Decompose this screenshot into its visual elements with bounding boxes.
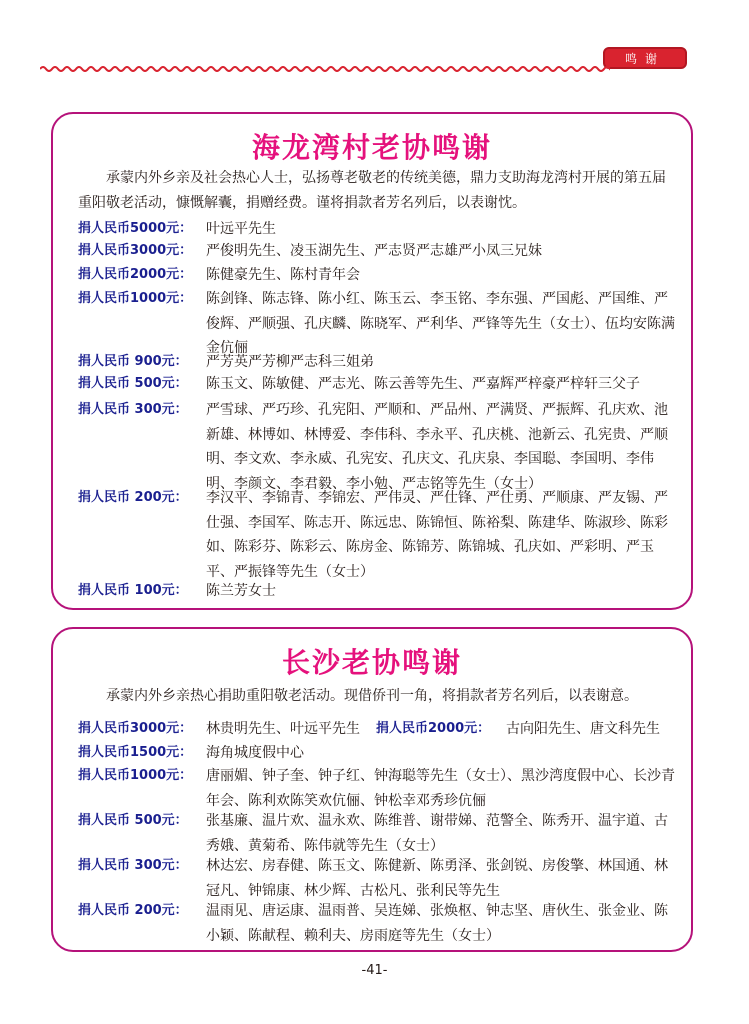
- amount-label: 捐人民币 200元：: [78, 903, 188, 918]
- amount-label: 捐人民币2000元：: [78, 267, 193, 282]
- amount-label: 捐人民币 200元：: [78, 490, 188, 505]
- amount-label: 捐人民币2000元：: [376, 721, 491, 736]
- page-number: -41-: [361, 963, 388, 978]
- amount-label: 捐人民币 900元：: [78, 354, 188, 369]
- panel-title: 长沙老协鸣谢: [281, 646, 462, 679]
- donor-names: 海角城度假中心: [206, 745, 304, 761]
- donor-names: 叶远平先生: [206, 221, 276, 237]
- section-tab: 鸣谢: [603, 47, 687, 69]
- intro-text: 承蒙内外乡亲热心捐助重阳敬老活动。现借侨刊一角，将捐款者芳名列后，以表谢意。: [106, 688, 638, 704]
- intro-text: 承蒙内外乡亲及社会热心人士，弘扬尊老敬老的传统美德，鼎力支助海龙湾村开展的第五届重阳敬老活动，慷慨解囊，捐赠经费。谨将捐款者芳名列后，以表谢忱。: [78, 170, 666, 211]
- donor-names: 陈健豪先生、陈村青年会: [206, 267, 360, 283]
- amount-label: 捐人民币 300元：: [78, 858, 188, 873]
- panel-changsha: [51, 627, 693, 952]
- donor-names: 林达宏、房春健、陈玉文、陈健新、陈勇泽、张剑锐、房俊擎、林国通、林冠凡、钟锦康、林少辉、古松凡、张利民等先生: [206, 858, 668, 899]
- amount-label: 捐人民币1000元：: [78, 768, 193, 783]
- decorative-wave-divider: [40, 64, 610, 74]
- amount-label: 捐人民币5000元：: [78, 221, 193, 236]
- amount-label: 捐人民币3000元：: [78, 721, 193, 736]
- donor-names: 唐丽媚、钟子奎、钟子红、钟海聪等先生（女士）、黑沙湾度假中心、长沙青年会、陈利欢陈笑欢伉俪、钟松幸邓秀珍伉俪: [206, 768, 675, 809]
- amount-label: 捐人民币 100元：: [78, 583, 188, 598]
- amount-label: 捐人民币1500元：: [78, 745, 193, 760]
- donor-names: 林贵明先生、叶远平先生: [206, 721, 360, 737]
- donor-names: 严俊明先生、凌玉湖先生、严志贤严志雄严小凤三兄妹: [206, 243, 542, 259]
- donor-names: 陈兰芳女士: [206, 583, 276, 599]
- donor-names: 李汉平、李锦青、李锦宏、严伟灵、严仕锋、严仕勇、严顺康、严友锡、严仕强、李国军、陈志开、陈远忠、陈锦恒、陈裕梨、陈建华、陈淑珍、陈彩如、陈彩芬、陈彩云、陈房金、陈锦芳、陈锦城、孔庆如、严彩明、严玉平、严振锋等先生（女士）: [206, 490, 668, 580]
- amount-label: 捐人民币 300元：: [78, 402, 188, 417]
- donor-names: 严雪球、严巧珍、孔宪阳、严顺和、严品州、严满贤、严振辉、孔庆欢、池新雄、林博如、林博爱、李伟科、李永平、孔庆桃、池新云、孔宪贵、严顺明、李文欢、李永威、孔宪安、孔庆文、孔庆泉、李国聪、李国明、李伟明、李颜文、李君毅、李小勉、严志铭等先生（女士）: [206, 402, 668, 492]
- panel-hailongwan: [51, 112, 693, 610]
- donor-names: 温雨见、唐运康、温雨普、吴连娣、张焕枢、钟志坚、唐伙生、张金业、陈小颖、陈献程、赖利夫、房雨庭等先生（女士）: [206, 903, 668, 944]
- amount-label: 捐人民币 500元：: [78, 813, 188, 828]
- amount-label: 捐人民币 500元：: [78, 376, 188, 391]
- donor-names: 古向阳先生、唐文科先生: [506, 721, 660, 737]
- donor-names: 严芳英严芳柳严志科三姐弟: [206, 354, 374, 370]
- donor-names: 陈玉文、陈敏健、严志光、陈云善等先生、严嘉辉严梓豪严梓轩三父子: [206, 376, 640, 392]
- panel-title: 海龙湾村老协鸣谢: [251, 131, 492, 164]
- amount-label: 捐人民币1000元：: [78, 291, 193, 306]
- donor-names: 陈剑锋、陈志锋、陈小红、陈玉云、李玉铭、李东强、严国彪、严国维、严俊辉、严顺强、孔庆麟、陈晓军、严利华、严锋等先生（女士）、伍均安陈满金伉俪: [206, 291, 675, 356]
- donor-names: 张基廉、温片欢、温永欢、陈维普、谢带娣、范警全、陈秀开、温宇道、古秀娥、黄菊希、陈伟就等先生（女士）: [206, 813, 668, 854]
- amount-label: 捐人民币3000元：: [78, 243, 193, 258]
